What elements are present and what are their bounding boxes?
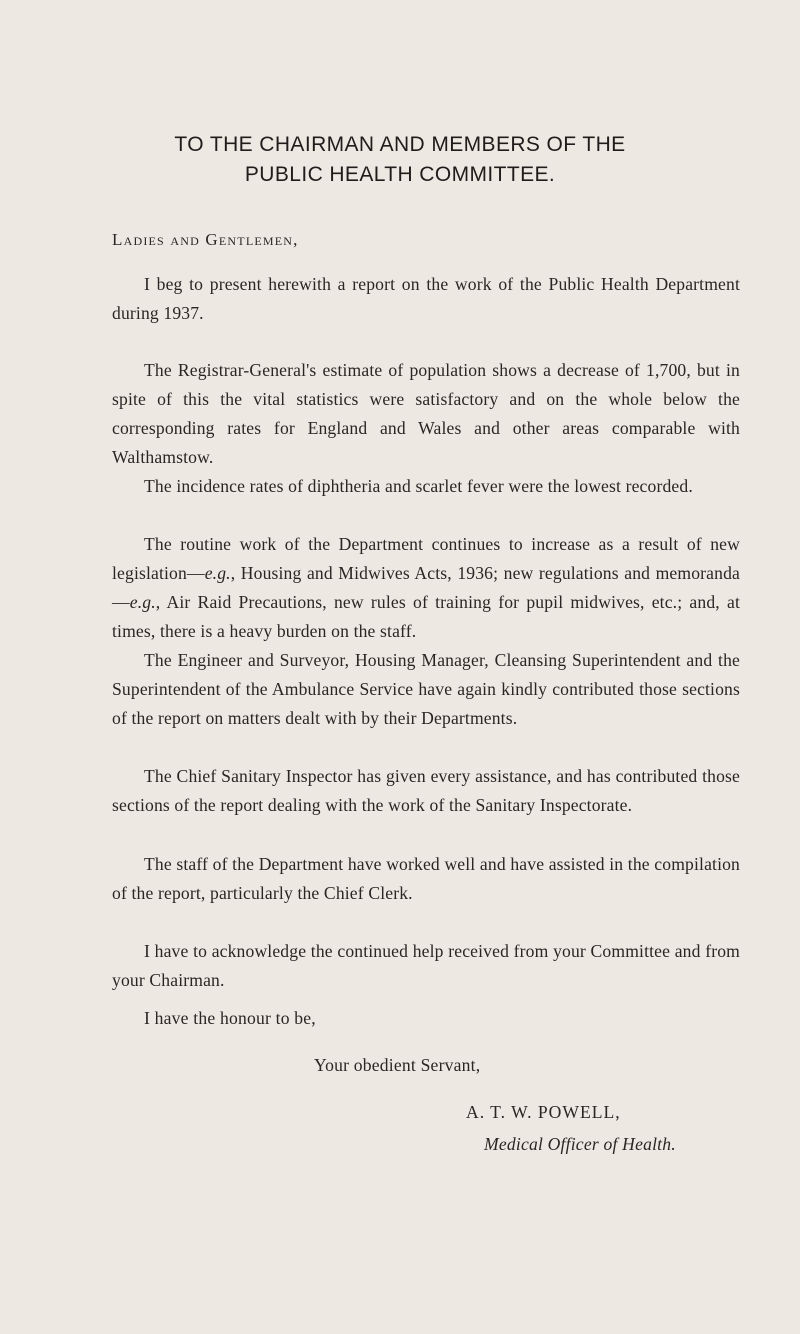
paragraph-sanitary-inspector: The Chief Sanitary Inspector has given every assistance, and has contributed those sections of the report dealing with the work of the Sanitary Inspectorate. <box>112 766 740 815</box>
routine-text-3: , Air Raid Precautions, new rules of training for pupil midwives, etc.; and, at times, there is a heavy burden on the staff. <box>112 592 740 641</box>
paragraph-routine-work <box>112 530 740 646</box>
paragraph-intro: I beg to present herewith a report on the work of the Public Health Department during 1937. <box>112 274 740 323</box>
closing-honour: I have the honour to be, <box>144 1008 316 1028</box>
paragraph-contributors: The Engineer and Surveyor, Housing Manager, Cleansing Superintendent and the Superintendent of the Ambulance Service have again kindly contributed those sections of the report on matters dealt with by their Departments. <box>112 650 740 728</box>
signature-name: A. T. W. POWELL, <box>466 1102 621 1122</box>
heading-line-1: TO THE CHAIRMAN AND MEMBERS OF THE <box>174 133 626 156</box>
paragraph-incidence: The incidence rates of diphtheria and scarlet fever were the lowest recorded. <box>144 476 693 496</box>
paragraph-population: The Registrar-General's estimate of population shows a decrease of 1,700, but in spite of this the vital statistics were satisfactory and on the whole below the corresponding rates for England and Wales and other areas comparable with Walthamstow. <box>112 360 740 467</box>
routine-eg-1: e.g. <box>204 563 231 583</box>
closing-servant: Your obedient Servant, <box>314 1055 481 1075</box>
paragraph-acknowledgement: I have to acknowledge the continued help received from your Committee and from your Chairman. <box>112 941 740 990</box>
routine-text-1: The routine work of the Department continues to increase as a result of new legislation— <box>112 534 740 583</box>
routine-text-2: , Housing and Midwives Acts, 1936; new regulations and memoranda— <box>112 563 740 612</box>
salutation: Ladies and Gentlemen, <box>112 230 299 249</box>
paragraph-staff: The staff of the Department have worked well and have assisted in the compilation of the report, particularly the Chief Clerk. <box>112 854 740 903</box>
heading-line-2: PUBLIC HEALTH COMMITTEE. <box>244 163 556 186</box>
signature-title: Medical Officer of Health. <box>484 1134 676 1154</box>
routine-eg-2: e.g. <box>129 592 156 612</box>
